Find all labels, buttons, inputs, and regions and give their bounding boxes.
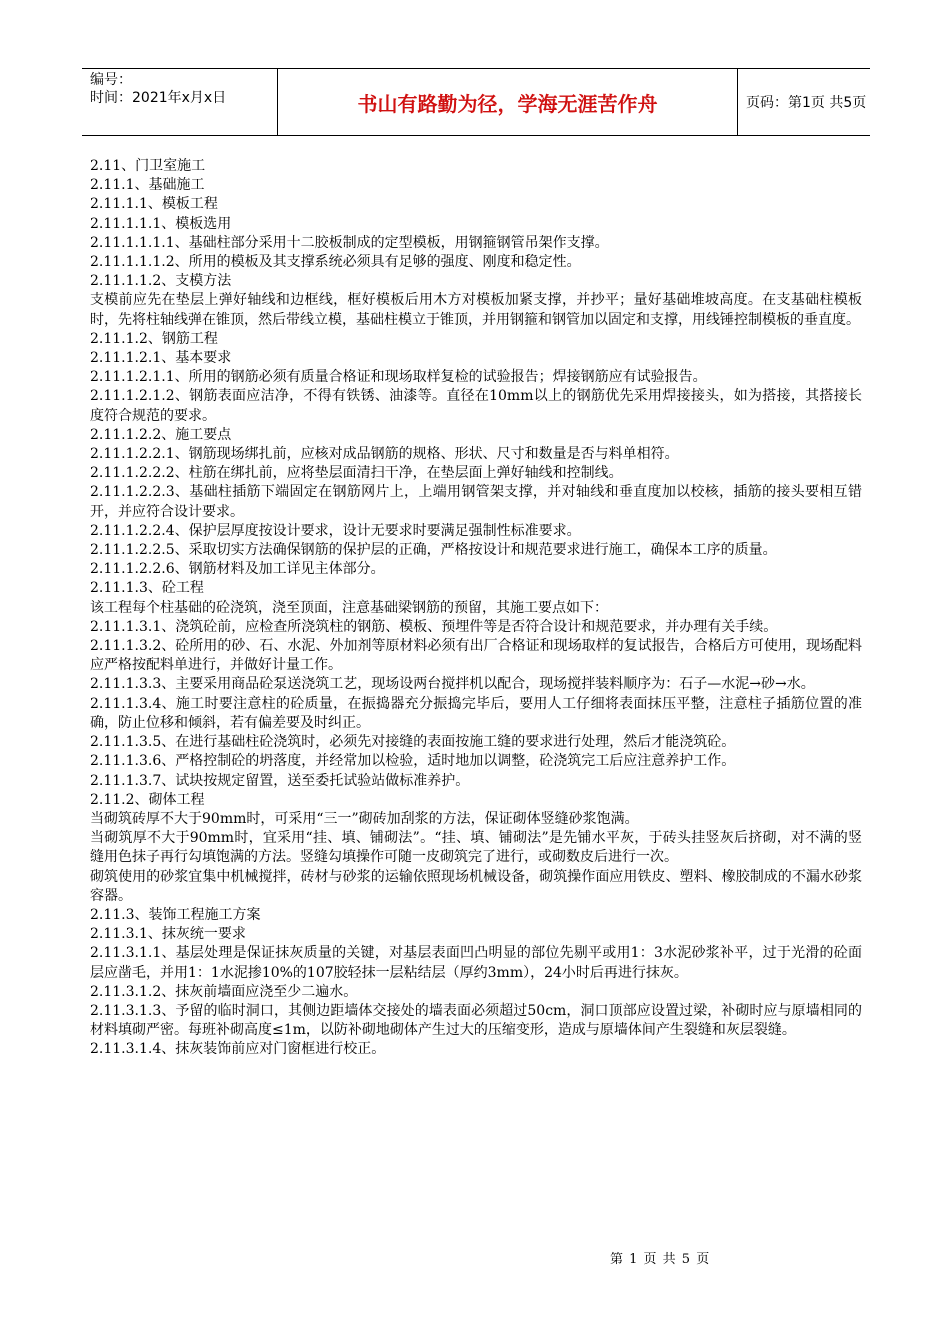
document-number: 编号： xyxy=(90,72,132,88)
document-body xyxy=(90,157,862,1060)
body-paragraph: 2.11、门卫室施工 xyxy=(90,158,206,174)
body-paragraph: 支模前应先在垫层上弹好轴线和边框线，框好模板后用木方对模板加紧支撑，并抄平；量好基础堆坡高度。在支基础柱模板时，先将柱轴线弹在锥顶，然后带线立模，基础柱模立于锥顶，并用钢箍和钢管加以固定和支撑，用线锤控制模板的垂直度。 xyxy=(90,292,862,328)
body-paragraph: 2.11.1.3.1、浇筑砼前，应检查所浇筑柱的钢筋、模板、预埋件等是否符合设计和规范要求，并办理有关手续。 xyxy=(90,618,778,635)
body-paragraph: 2.11.3.1.4、抹灰装饰前应对门窗框进行校正。 xyxy=(90,1041,386,1058)
body-paragraph: 2.11.1.1.1、模板选用 xyxy=(90,215,232,232)
body-paragraph: 2.11.3.1.1、基层处理是保证抹灰质量的关键，对基层表面凹凸明显的部位先剔平或用1：3水泥砂浆补平，过于光滑的砼面层应凿毛，并用1：1水泥掺10%的107胶轻抹一层粘结层（厚约3mm），24小时后再进行抹灰。 xyxy=(90,945,862,981)
header-page-info: 页码：第1页 共5页 xyxy=(746,95,867,111)
body-paragraph: 当砌筑厚不大于90mm时，宜采用“挂、填、铺砌法”。“挂、填、铺砌法”是先铺水平灰，于砖头挂竖灰后挤砌，对不满的竖缝用色抹子再行勾填饱满的方法。竖缝勾填操作可随一皮砌筑完了进行，或砌数皮后进行一次。 xyxy=(90,830,862,866)
page-header xyxy=(82,68,870,136)
body-paragraph: 2.11.2、砌体工程 xyxy=(90,791,205,808)
body-paragraph: 砌筑使用的砂浆宜集中机械搅拌，砖材与砂浆的运输依照现场机械设备，砌筑操作面应用铁皮、塑料、橡胶制成的不漏水砂浆容器。 xyxy=(90,868,862,904)
body-paragraph: 2.11.1.2.2.6、钢筋材料及加工详见主体部分。 xyxy=(90,561,385,578)
body-paragraph: 2.11.1.2.2.5、采取切实方法确保钢筋的保护层的正确，严格按设计和规范要求进行施工，确保本工序的质量。 xyxy=(90,542,777,559)
body-paragraph: 2.11.3.1、抹灰统一要求 xyxy=(90,926,246,943)
document-date: 时间：2021年x月x日 xyxy=(90,90,227,106)
body-paragraph: 2.11.3.1.3、予留的临时洞口，其侧边距墙体交接处的墙表面必须超过50cm，洞口顶部应设置过梁，补砌时应与原墙相同的材料填砌严密。每班补砌高度≤1m，以防补砌地砌体产生过大的压缩变形，造成与原墙体间产生裂缝和灰层裂缝。 xyxy=(90,1002,862,1039)
body-paragraph: 2.11.1.3.3、主要采用商品砼泵送浇筑工艺，现场设两台搅拌机以配合，现场搅拌装料顺序为：石子—水泥→砂→水。 xyxy=(90,676,815,693)
body-paragraph: 2.11.1.2.2.4、保护层厚度按设计要求，设计无要求时要满足强制性标准要求。 xyxy=(90,522,581,539)
page-footer: 第 1 页 共 5 页 xyxy=(610,1252,711,1267)
body-paragraph: 2.11.1.3.7、试块按规定留置，送至委托试验站做标准养护。 xyxy=(90,772,470,789)
body-paragraph: 2.11.1.2.1.1、所用的钢筋必须有质量合格证和现场取样复检的试验报告；焊接钢筋应有试验报告。 xyxy=(90,369,707,386)
body-paragraph: 2.11.1.2.2.2、柱筋在绑扎前，应将垫层面清扫干净，在垫层面上弹好轴线和控制线。 xyxy=(90,465,623,482)
body-paragraph: 2.11.1.2、钢筋工程 xyxy=(90,330,218,347)
body-paragraph: 2.11.1.3.4、施工时要注意柱的砼质量，在振捣器充分振捣完毕后，要用人工仔细将表面抹压平整，注意柱子插筋位置的准确，防止位移和倾斜，若有偏差要及时纠正。 xyxy=(90,695,862,731)
body-paragraph: 2.11.1.2.2.1、钢筋现场绑扎前，应核对成品钢筋的规格、形状、尺寸和数量是否与料单相符。 xyxy=(90,446,679,463)
body-paragraph: 2.11.1.1、模板工程 xyxy=(90,196,218,213)
body-paragraph: 2.11.1.2.2.3、基础柱插筋下端固定在钢筋网片上，上端用钢管架支撑，并对轴线和垂直度加以校核，插筋的接头要相互错开，并应符合设计要求。 xyxy=(90,484,862,520)
body-paragraph: 2.11.1.3.5、在进行基础柱砼浇筑时，必须先对接缝的表面按施工缝的要求进行处理，然后才能浇筑砼。 xyxy=(90,734,736,751)
body-paragraph: 2.11.1.3、砼工程 xyxy=(90,580,204,597)
body-paragraph: 当砌筑砖厚不大于90mm时，可采用“三一”砌砖加刮浆的方法，保证砌体竖缝砂浆饱满。 xyxy=(90,810,639,827)
body-paragraph: 2.11.3.1.2、抹灰前墙面应浇至少二遍水。 xyxy=(90,983,358,1000)
body-paragraph: 该工程每个柱基础的砼浇筑，浇至顶面，注意基础梁钢筋的预留，其施工要点如下： xyxy=(90,599,608,616)
body-paragraph: 2.11.3、装饰工程施工方案 xyxy=(90,906,261,923)
body-paragraph: 2.11.1.3.2、砼所用的砂、石、水泥、外加剂等原材料必须有出厂合格证和现场取样的复试报告，合格后方可使用，现场配料应严格按配料单进行，并做好计量工作。 xyxy=(90,638,862,674)
body-paragraph: 2.11.1.1.2、支模方法 xyxy=(90,273,232,290)
body-paragraph: 2.11.1.2.2、施工要点 xyxy=(90,426,232,443)
header-meta xyxy=(82,69,278,135)
header-motto: 书山有路勤为径，学海无涯苦作舟 xyxy=(278,69,738,135)
body-paragraph: 2.11.1、基础施工 xyxy=(90,177,205,194)
body-paragraph: 2.11.1.1.1.1、基础柱部分采用十二胶板制成的定型模板，用钢箍钢管吊架作支撑。 xyxy=(90,234,609,251)
body-paragraph: 2.11.1.2.1.2、钢筋表面应洁净，不得有铁锈、油漆等。直径在10mm以上的钢筋优先采用焊接接头，如为搭接，其搭接长度符合规范的要求。 xyxy=(90,388,862,424)
body-paragraph: 2.11.1.3.6、严格控制砼的坍落度，并经常加以检验，适时地加以调整，砼浇筑完工后应注意养护工作。 xyxy=(90,753,736,770)
body-paragraph: 2.11.1.2.1、基本要求 xyxy=(90,350,232,367)
body-paragraph: 2.11.1.1.1.2、所用的模板及其支撑系统必须具有足够的强度、刚度和稳定性。 xyxy=(90,254,581,271)
